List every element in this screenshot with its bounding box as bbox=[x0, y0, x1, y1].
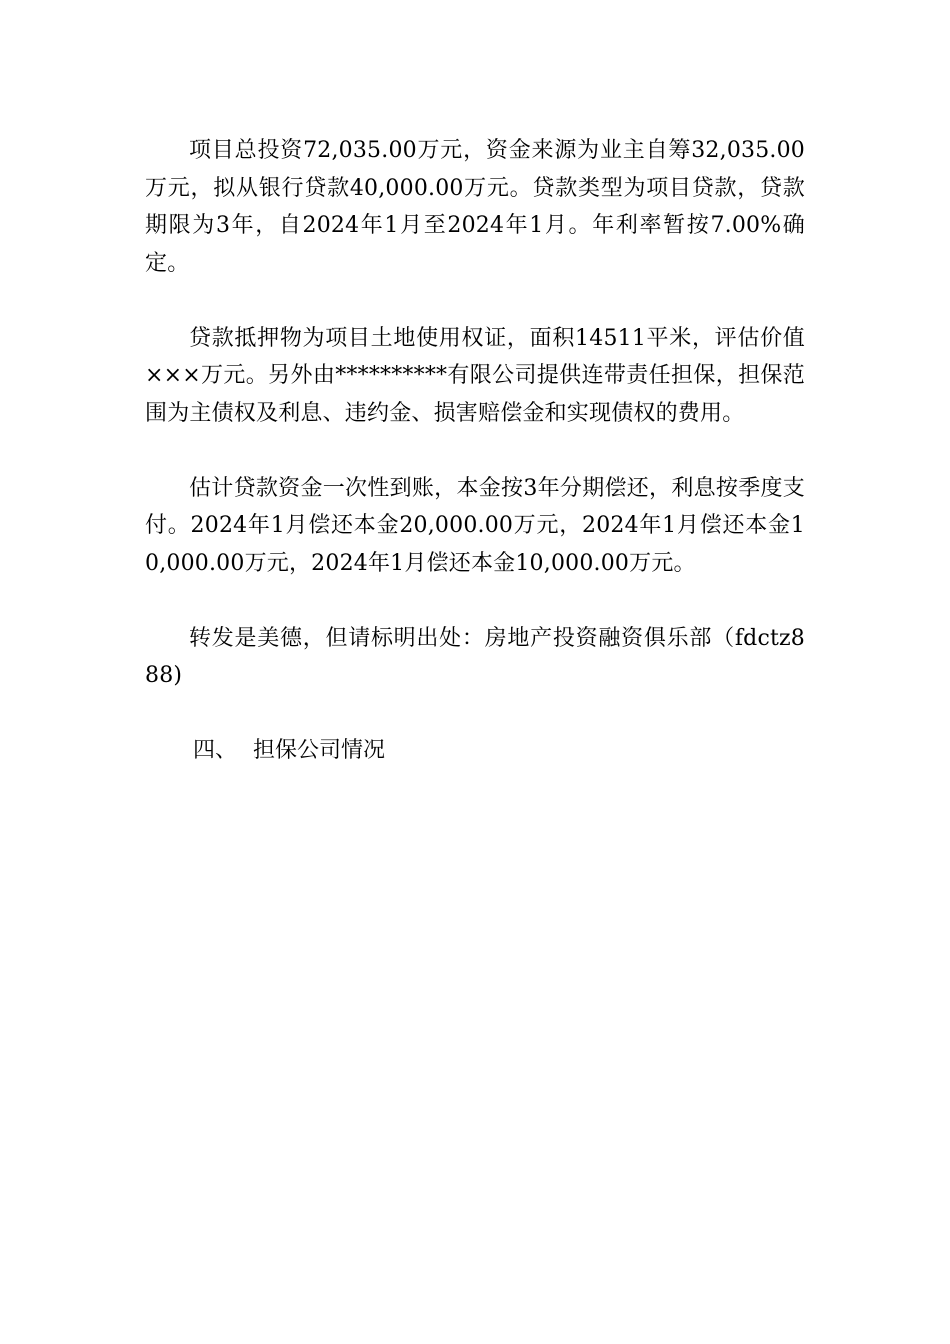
paragraph-gap bbox=[145, 432, 805, 470]
section-heading bbox=[145, 732, 805, 770]
paragraph-gap bbox=[145, 695, 805, 733]
paragraph-repayment: 估计贷款资金一次性到账，本金按3年分期偿还，利息按季度支付。2024年1月偿还本金20,000.00万元，2024年1月偿还本金10,000.00万元，2024年1月偿还本金10,000.00万元。 bbox=[145, 475, 805, 576]
document-page bbox=[145, 132, 805, 770]
paragraph-gap bbox=[145, 282, 805, 320]
section-title: 担保公司情况 bbox=[253, 738, 386, 763]
paragraph-source-note: 转发是美德，但请标明出处：房地产投资融资俱乐部（fdctz888) bbox=[145, 625, 805, 688]
section-number: 四、 bbox=[193, 738, 238, 763]
paragraph-collateral: 贷款抵押物为项目土地使用权证，面积14511平米，评估价值×××万元。另外由**********有限公司提供连带责任担保，担保范围为主债权及利息、违约金、损害赔偿金和实现债权的费用。 bbox=[145, 325, 805, 426]
paragraph-gap bbox=[145, 582, 805, 620]
paragraph-loan-overview: 项目总投资72,035.00万元，资金来源为业主自筹32,035.00万元，拟从银行贷款40,000.00万元。贷款类型为项目贷款，贷款期限为3年，自2024年1月至2024年1月。年利率暂按7.00%确定。 bbox=[145, 138, 805, 276]
